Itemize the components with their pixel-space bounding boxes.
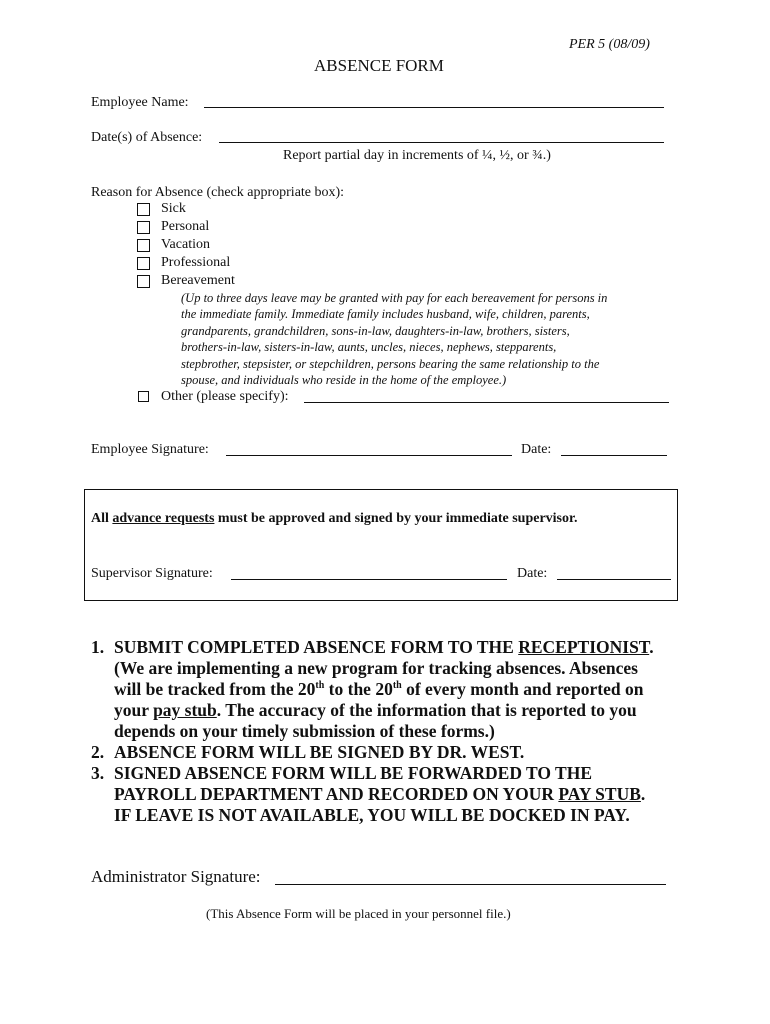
other-specify-field[interactable] bbox=[304, 402, 669, 403]
employee-signature-label: Employee Signature: bbox=[91, 442, 209, 457]
option-professional-label: Professional bbox=[161, 255, 231, 270]
checkbox-personal[interactable] bbox=[137, 221, 150, 234]
option-sick-label: Sick bbox=[161, 201, 186, 216]
employee-name-label: Employee Name: bbox=[91, 95, 189, 110]
instruction-number: 1. bbox=[91, 637, 105, 657]
supervisor-signature-field[interactable] bbox=[231, 579, 507, 580]
checkbox-sick[interactable] bbox=[137, 203, 150, 216]
instruction-2-line: ABSENCE FORM WILL BE SIGNED BY DR. WEST. bbox=[114, 742, 525, 762]
bereavement-note-line: spouse, and individuals who reside in the home of the employee.) bbox=[181, 373, 507, 387]
bereavement-note-line: (Up to three days leave may be granted with pay for each bereavement for persons in bbox=[181, 291, 608, 305]
instruction-1-line: depends on your timely submission of these forms.) bbox=[114, 721, 495, 741]
advance-requests-notice: All advance requests must be approved and signed by your immediate supervisor. bbox=[91, 511, 578, 526]
dates-of-absence-label: Date(s) of Absence: bbox=[91, 130, 203, 145]
option-vacation-label: Vacation bbox=[161, 237, 210, 252]
administrator-signature-label: Administrator Signature: bbox=[91, 867, 261, 886]
option-bereavement-label: Bereavement bbox=[161, 273, 235, 288]
page-title: ABSENCE FORM bbox=[314, 56, 444, 75]
dates-of-absence-field[interactable] bbox=[219, 142, 664, 143]
checkbox-bereavement[interactable] bbox=[137, 275, 150, 288]
bereavement-note-line: grandparents, grandchildren, sons-in-law, daughters-in-law, brothers, sisters, bbox=[181, 324, 570, 338]
employee-name-field[interactable] bbox=[204, 107, 664, 108]
supervisor-signature-label: Supervisor Signature: bbox=[91, 566, 213, 581]
instruction-1-line: (We are implementing a new program for tracking absences. Absences bbox=[114, 658, 638, 678]
instruction-1-line: SUBMIT COMPLETED ABSENCE FORM TO THE RECEPTIONIST. bbox=[114, 637, 654, 657]
instruction-number: 3. bbox=[91, 763, 105, 783]
instruction-1-line: your pay stub. The accuracy of the information that is reported to you bbox=[114, 700, 637, 720]
bereavement-note-line: brothers-in-law, sisters-in-law, aunts, uncles, nieces, nephews, stepparents, bbox=[181, 340, 557, 354]
option-other-label: Other (please specify): bbox=[161, 389, 289, 404]
employee-date-label: Date: bbox=[521, 442, 552, 457]
form-code: PER 5 (08/09) bbox=[569, 37, 650, 52]
partial-day-note: Report partial day in increments of ¼, ½, or ¾.) bbox=[283, 148, 551, 163]
personnel-file-note: (This Absence Form will be placed in your personnel file.) bbox=[206, 906, 511, 921]
checkbox-vacation[interactable] bbox=[137, 239, 150, 252]
instruction-3-line: SIGNED ABSENCE FORM WILL BE FORWARDED TO THE bbox=[114, 763, 593, 783]
bereavement-note-line: the immediate family. Immediate family includes husband, wife, children, parents, bbox=[181, 307, 590, 321]
employee-date-field[interactable] bbox=[561, 455, 667, 456]
advance-requests-emphasis: advance requests bbox=[112, 511, 215, 526]
employee-signature-field[interactable] bbox=[226, 455, 512, 456]
option-personal-label: Personal bbox=[161, 219, 210, 234]
instruction-1-line: will be tracked from the 20th to the 20th of every month and reported on bbox=[114, 679, 644, 699]
supervisor-date-label: Date: bbox=[517, 566, 548, 581]
checkbox-professional[interactable] bbox=[137, 257, 150, 270]
bereavement-note-line: stepbrother, stepsister, or stepchildren, persons bearing the same relationship to the bbox=[181, 357, 600, 371]
reason-label: Reason for Absence (check appropriate box): bbox=[91, 185, 345, 200]
supervisor-date-field[interactable] bbox=[557, 579, 671, 580]
checkbox-other[interactable] bbox=[138, 391, 149, 402]
supervisor-approval-box bbox=[84, 489, 678, 601]
instruction-3-line: IF LEAVE IS NOT AVAILABLE, YOU WILL BE DOCKED IN PAY. bbox=[114, 805, 630, 825]
instruction-number: 2. bbox=[91, 742, 105, 762]
instruction-3-line: PAYROLL DEPARTMENT AND RECORDED ON YOUR PAY STUB. bbox=[114, 784, 646, 804]
administrator-signature-field[interactable] bbox=[275, 884, 666, 885]
